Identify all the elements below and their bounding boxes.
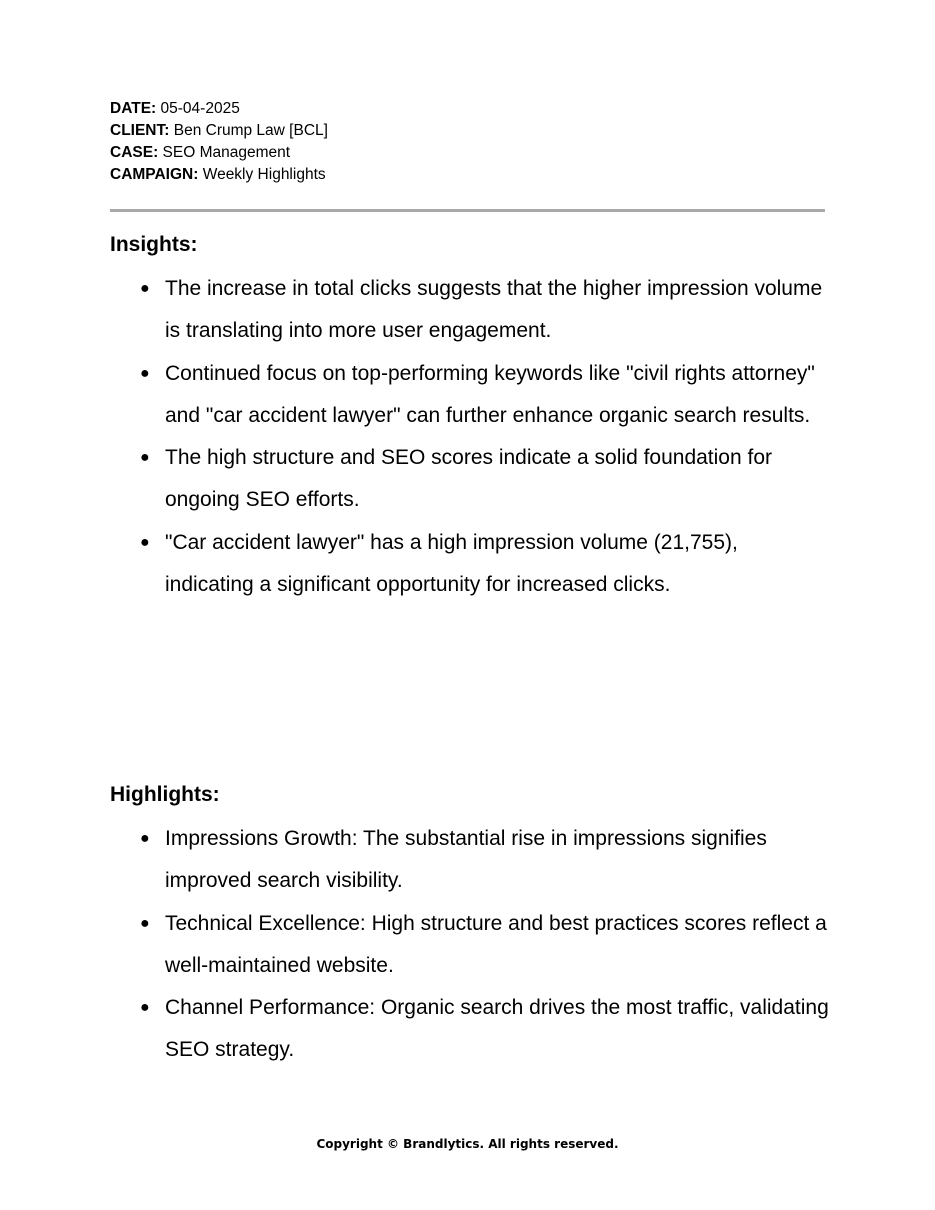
insights-list	[110, 268, 830, 606]
highlight-text: Channel Performance: Organic search drives the most traffic, validating SEO strategy.	[165, 996, 829, 1062]
bullet-icon: ●	[140, 830, 150, 847]
highlights-list	[110, 818, 830, 1072]
meta-client-label: CLIENT:	[110, 122, 170, 139]
meta-date	[110, 98, 825, 120]
bullet-icon: ●	[140, 449, 150, 467]
list-item	[110, 353, 830, 438]
insights-title: Insights:	[110, 233, 198, 256]
meta-client-value: Ben Crump Law [BCL]	[173, 122, 328, 139]
bullet-icon: ●	[140, 914, 150, 932]
list-item	[110, 268, 830, 353]
meta-campaign-value: Weekly Highlights	[202, 166, 326, 183]
insight-text: "Car accident lawyer" has a high impression volume (21,755), indicating a significant opportunity for increased clicks.	[165, 530, 738, 597]
list-item	[110, 522, 830, 607]
bullet-icon: ●	[140, 280, 150, 297]
meta-date-label: DATE:	[110, 100, 157, 117]
meta-case	[110, 142, 825, 164]
meta-case-value: SEO Management	[162, 144, 291, 161]
highlight-text: Impressions Growth: The substantial rise in impressions signifies improved search visibility.	[165, 827, 767, 893]
bullet-icon: ●	[140, 364, 150, 382]
insight-text: The high structure and SEO scores indicate a solid foundation for ongoing SEO efforts.	[165, 446, 773, 512]
highlights-title: Highlights:	[110, 783, 220, 806]
meta-client	[110, 120, 825, 142]
meta-campaign-label: CAMPAIGN:	[110, 166, 199, 183]
bullet-icon: ●	[140, 999, 150, 1017]
insight-text: The increase in total clicks suggests that the higher impression volume is translating into more user engagement.	[165, 277, 823, 343]
highlight-text: Technical Excellence: High structure and best practices scores reflect a well-maintained website.	[165, 911, 827, 977]
insight-text: Continued focus on top-performing keywords like "civil rights attorney" and "car accident lawyer" can further enhance organic search results.	[165, 361, 815, 427]
meta-case-label: CASE:	[110, 144, 159, 161]
list-item	[110, 818, 830, 903]
list-item	[110, 903, 830, 988]
list-item	[110, 987, 830, 1072]
list-item	[110, 437, 830, 522]
header-divider	[110, 209, 825, 212]
bullet-icon: ●	[140, 533, 150, 551]
report-header	[110, 98, 825, 186]
copyright-footer: Copyright © Brandlytics. All rights reserved.	[316, 1137, 619, 1151]
meta-campaign	[110, 164, 825, 186]
meta-date-value: 05-04-2025	[160, 100, 240, 117]
